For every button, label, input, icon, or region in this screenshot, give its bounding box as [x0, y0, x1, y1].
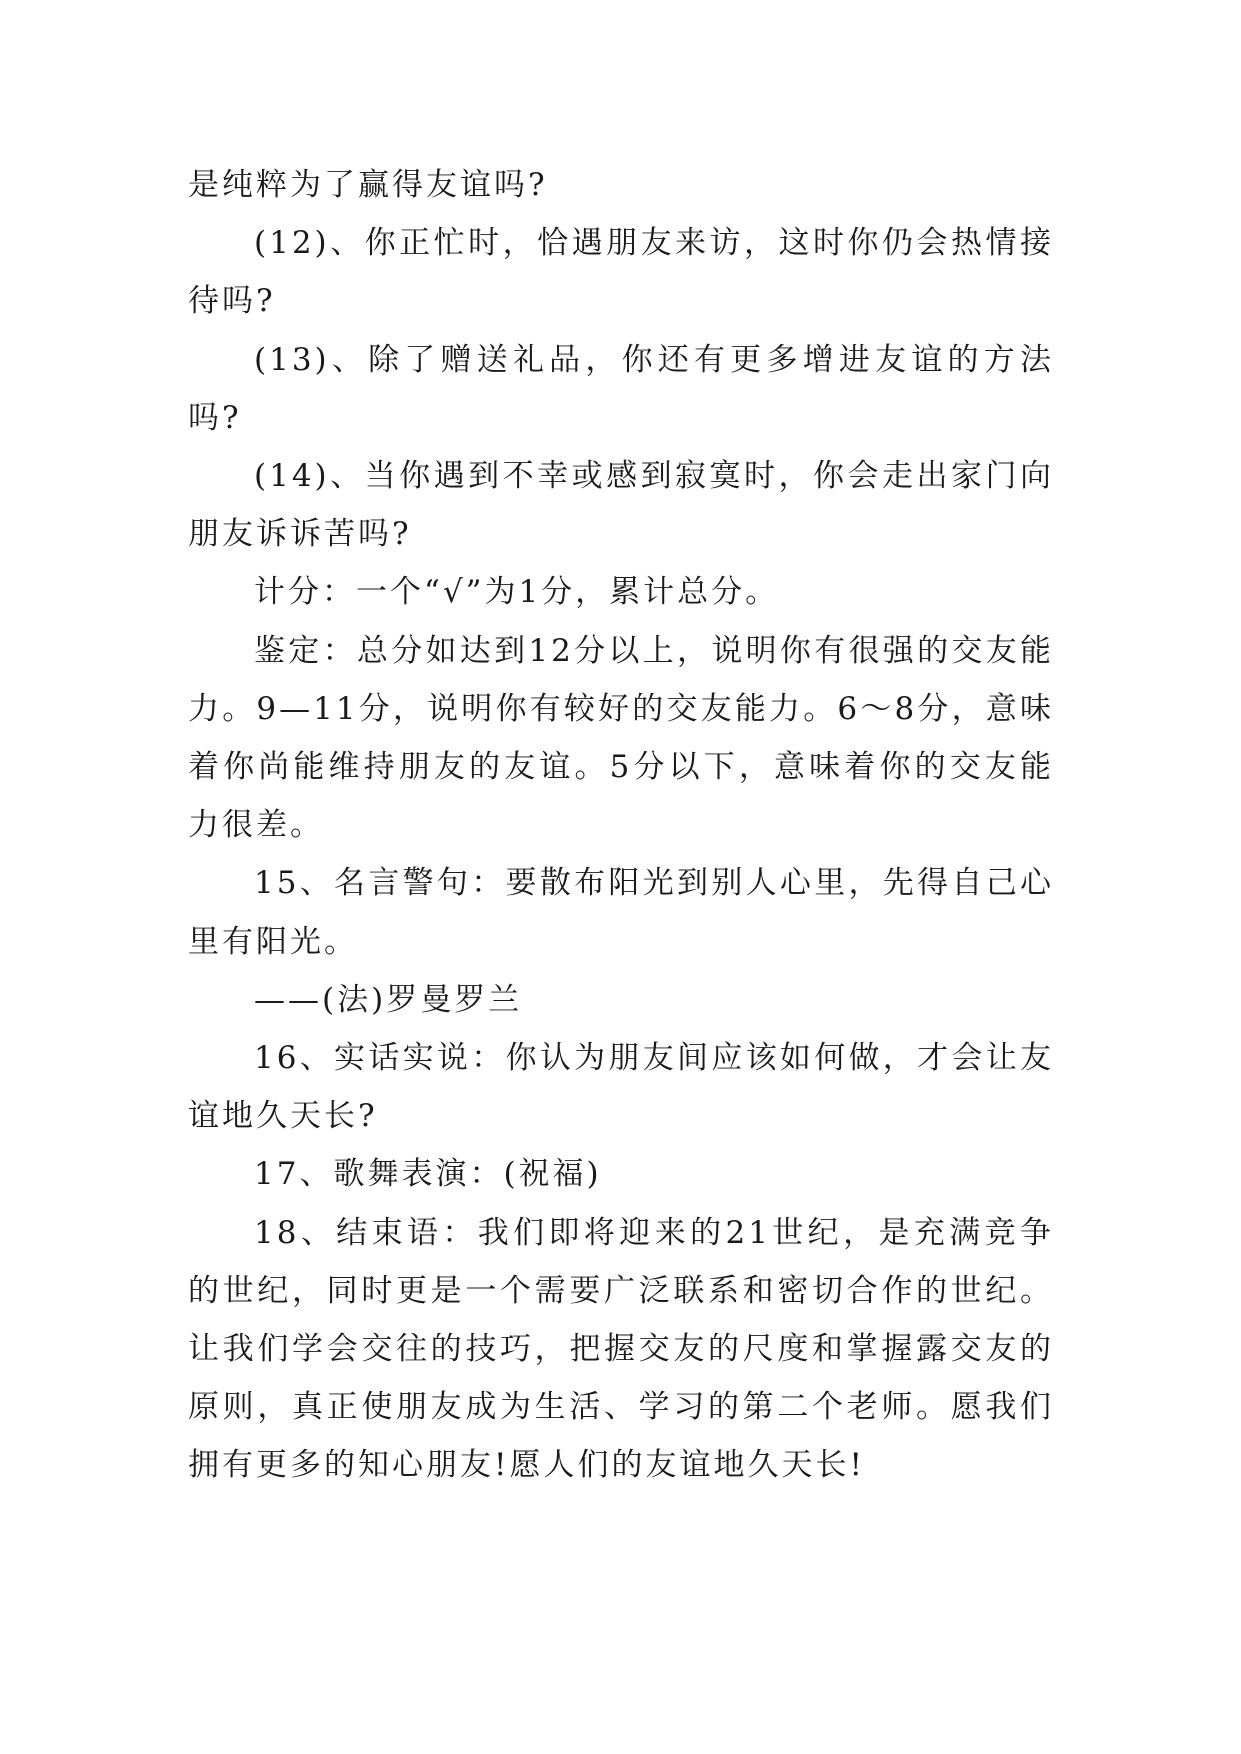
paragraph-item-18-closing: 18、结束语：我们即将迎来的21世纪，是充满竞争的世纪，同时更是一个需要广泛联系和密切合作的世纪。让我们学会交往的技巧，把握交友的尺度和掌握露交友的原则，真正使朋友成为生活、学习的第二个老师。愿我们拥有更多的知心朋友!愿人们的友谊地久天长! — [188, 1214, 1054, 1484]
paragraph-question-14: (14)、当你遇到不幸或感到寂寞时，你会走出家门向朋友诉诉苦吗? — [188, 458, 1054, 553]
paragraph-evaluation: 鉴定：总分如达到12分以上，说明你有很强的交友能力。9—11分，说明你有较好的交友能力。6～8分，意味着你尚能维持朋友的友谊。5分以下，意味着你的交友能力很差。 — [188, 632, 1054, 844]
paragraph-scoring: 计分：一个“√”为1分，累计总分。 — [254, 574, 780, 611]
paragraph-quote-attribution: ——(法)罗曼罗兰 — [254, 981, 523, 1018]
paragraph-question-12: (12)、你正忙时，恰遇朋友来访，这时你仍会热情接待吗? — [188, 225, 1054, 320]
paragraph-item-16: 16、实话实说：你认为朋友间应该如何做，才会让友谊地久天长? — [188, 1040, 1054, 1135]
paragraph-continuation: 是纯粹为了赢得友谊吗? — [188, 167, 548, 203]
paragraph-item-15-quote: 15、名言警句：要散布阳光到别人心里，先得自己心里有阳光。 — [188, 865, 1054, 960]
paragraph-item-17: 17、歌舞表演：(祝福) — [254, 1156, 602, 1193]
document-body — [188, 156, 1054, 1495]
paragraph-question-13: (13)、除了赠送礼品，你还有更多增进友谊的方法吗? — [188, 341, 1054, 436]
